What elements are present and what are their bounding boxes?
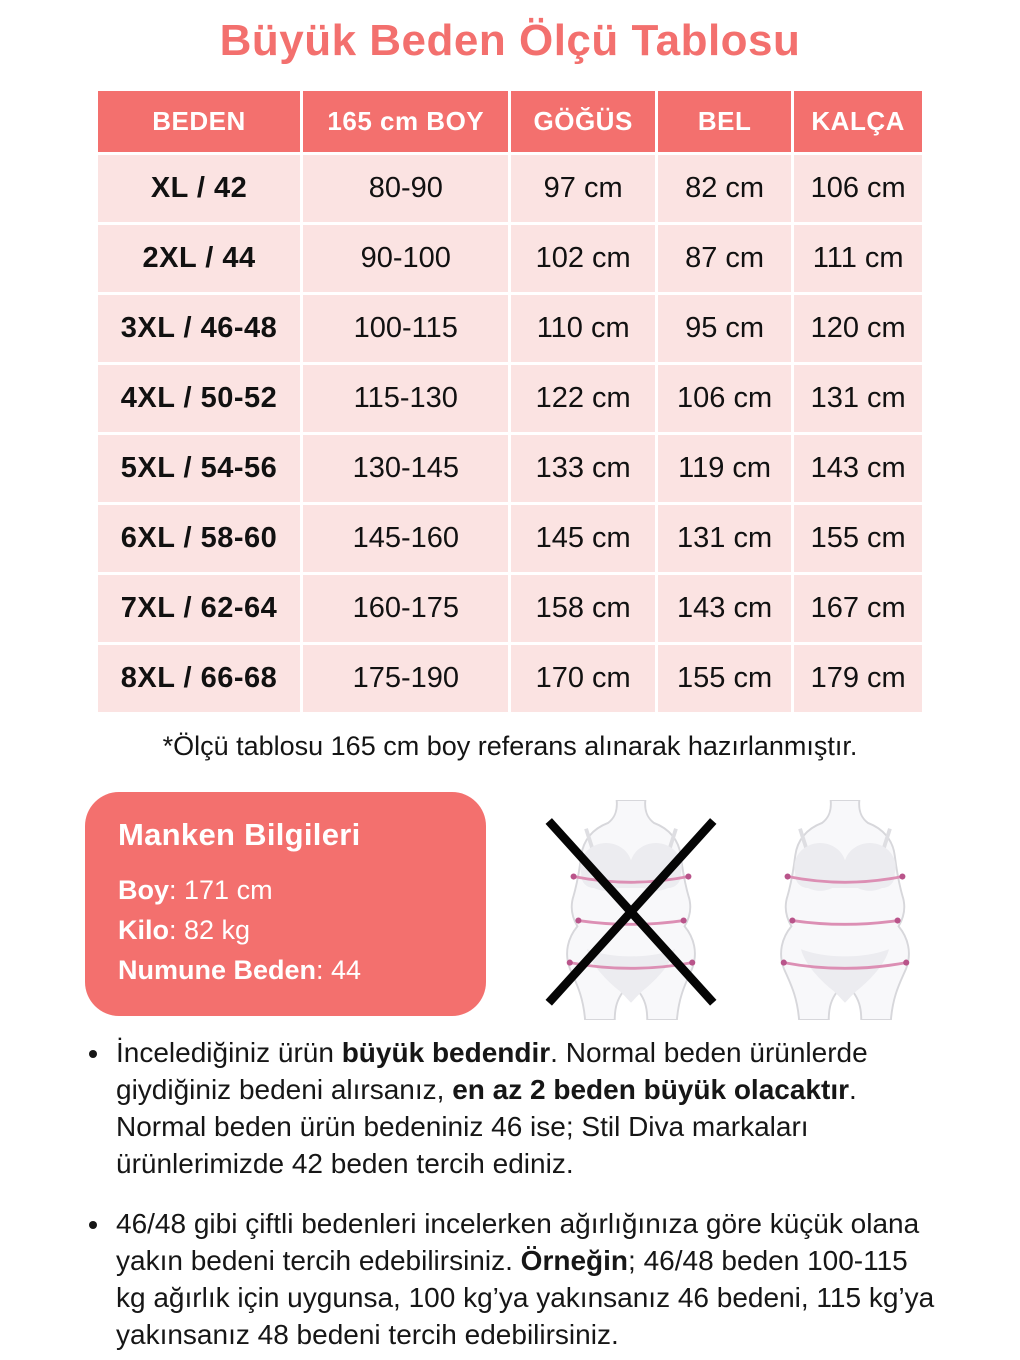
model-info-card — [85, 792, 486, 1016]
value-cell: 130-145 — [302, 434, 510, 504]
size-cell: 6XL / 58-60 — [97, 504, 302, 574]
table-row — [97, 364, 924, 434]
value-cell: 160-175 — [302, 574, 510, 644]
size-cell: 2XL / 44 — [97, 224, 302, 294]
table-row — [97, 154, 924, 224]
size-table-head — [97, 90, 924, 154]
column-header: KALÇA — [793, 90, 924, 154]
bra-band — [795, 863, 894, 888]
size-cell: XL / 42 — [97, 154, 302, 224]
value-cell: 158 cm — [510, 574, 656, 644]
size-table — [95, 88, 925, 715]
value-cell: 97 cm — [510, 154, 656, 224]
value-cell: 167 cm — [793, 574, 924, 644]
bust-line-dot-right — [899, 873, 905, 879]
table-row — [97, 504, 924, 574]
size-cell: 5XL / 54-56 — [97, 434, 302, 504]
size-cell: 8XL / 66-68 — [97, 644, 302, 714]
hip-line-dot-left — [781, 960, 787, 966]
value-cell: 131 cm — [656, 504, 792, 574]
model-info-field: Numune Beden: 44 — [118, 955, 362, 985]
waist-line-dot-right — [895, 917, 901, 923]
crossed-out-figure-illustration — [532, 800, 730, 1020]
value-cell: 102 cm — [510, 224, 656, 294]
value-cell: 100-115 — [302, 294, 510, 364]
model-info-fields — [118, 870, 458, 990]
value-cell: 145 cm — [510, 504, 656, 574]
value-cell: 122 cm — [510, 364, 656, 434]
value-cell: 133 cm — [510, 434, 656, 504]
table-row — [97, 224, 924, 294]
table-row — [97, 294, 924, 364]
size-cell: 3XL / 46-48 — [97, 294, 302, 364]
waist-line-dot-right — [681, 917, 687, 923]
hip-line-dot-left — [567, 960, 573, 966]
value-cell: 145-160 — [302, 504, 510, 574]
hip-line-dot-right — [903, 960, 909, 966]
table-row — [97, 644, 924, 714]
column-header: BEDEN — [97, 90, 302, 154]
value-cell: 179 cm — [793, 644, 924, 714]
value-cell: 87 cm — [656, 224, 792, 294]
table-row — [97, 434, 924, 504]
bust-line-dot-left — [785, 873, 791, 879]
value-cell: 120 cm — [793, 294, 924, 364]
value-cell: 80-90 — [302, 154, 510, 224]
note-item: • İncelediğiniz ürün büyük bedendir. Normal beden ürünlerde giydiğiniz bedeni alırsanız, en az 2 beden büyük olacaktır. Normal beden ürün bedeniniz 46 ise; Stil Diva markaları ürünlerimizde 42 beden tercih ediniz. — [112, 1034, 944, 1182]
value-cell: 175-190 — [302, 644, 510, 714]
value-cell: 155 cm — [793, 504, 924, 574]
value-cell: 131 cm — [793, 364, 924, 434]
model-info-title: Manken Bilgileri — [118, 817, 361, 852]
value-cell: 110 cm — [510, 294, 656, 364]
column-header: GÖĞÜS — [510, 90, 656, 154]
figure-illustrations — [532, 792, 944, 1020]
model-info-field: Kilo: 82 kg — [118, 915, 251, 945]
value-cell: 170 cm — [510, 644, 656, 714]
page-title: Büyük Beden Ölçü Tablosu — [219, 16, 801, 65]
size-cell: 7XL / 62-64 — [97, 574, 302, 644]
value-cell: 155 cm — [656, 644, 792, 714]
value-cell: 111 cm — [793, 224, 924, 294]
value-cell: 119 cm — [656, 434, 792, 504]
value-cell: 106 cm — [656, 364, 792, 434]
size-table-header-row — [97, 90, 924, 154]
table-row — [97, 574, 924, 644]
waist-line-dot-left — [575, 917, 581, 923]
correct-figure-illustration — [746, 800, 944, 1020]
bust-line-dot-left — [571, 873, 577, 879]
value-cell: 95 cm — [656, 294, 792, 364]
value-cell: 90-100 — [302, 224, 510, 294]
bust-line-dot-right — [685, 873, 691, 879]
size-cell: 4XL / 50-52 — [97, 364, 302, 434]
table-footnote: *Ölçü tablosu 165 cm boy referans alınarak hazırlanmıştır. — [162, 731, 858, 761]
value-cell: 143 cm — [656, 574, 792, 644]
model-info-section — [85, 792, 944, 1020]
value-cell: 143 cm — [793, 434, 924, 504]
note-item: • 46/48 gibi çiftli bedenleri incelerken ağırlığınıza göre küçük olana yakın bedeni tercih edebilirsiniz. Örneğin; 46/48 beden 100-115 kg ağırlık için uygunsa, 100 kg’ya yakınsanız 46 bedeni, 115 kg’ya yakınsanız 48 bedeni tercih edebilirsiniz. — [112, 1205, 944, 1353]
size-table-body — [97, 154, 924, 714]
value-cell: 115-130 — [302, 364, 510, 434]
notes-list — [88, 1034, 944, 1360]
model-info-field: Boy: 171 cm — [118, 875, 273, 905]
value-cell: 82 cm — [656, 154, 792, 224]
column-header: 165 cm BOY — [302, 90, 510, 154]
hip-line-dot-right — [689, 960, 695, 966]
waist-line-dot-left — [789, 917, 795, 923]
value-cell: 106 cm — [793, 154, 924, 224]
column-header: BEL — [656, 90, 792, 154]
